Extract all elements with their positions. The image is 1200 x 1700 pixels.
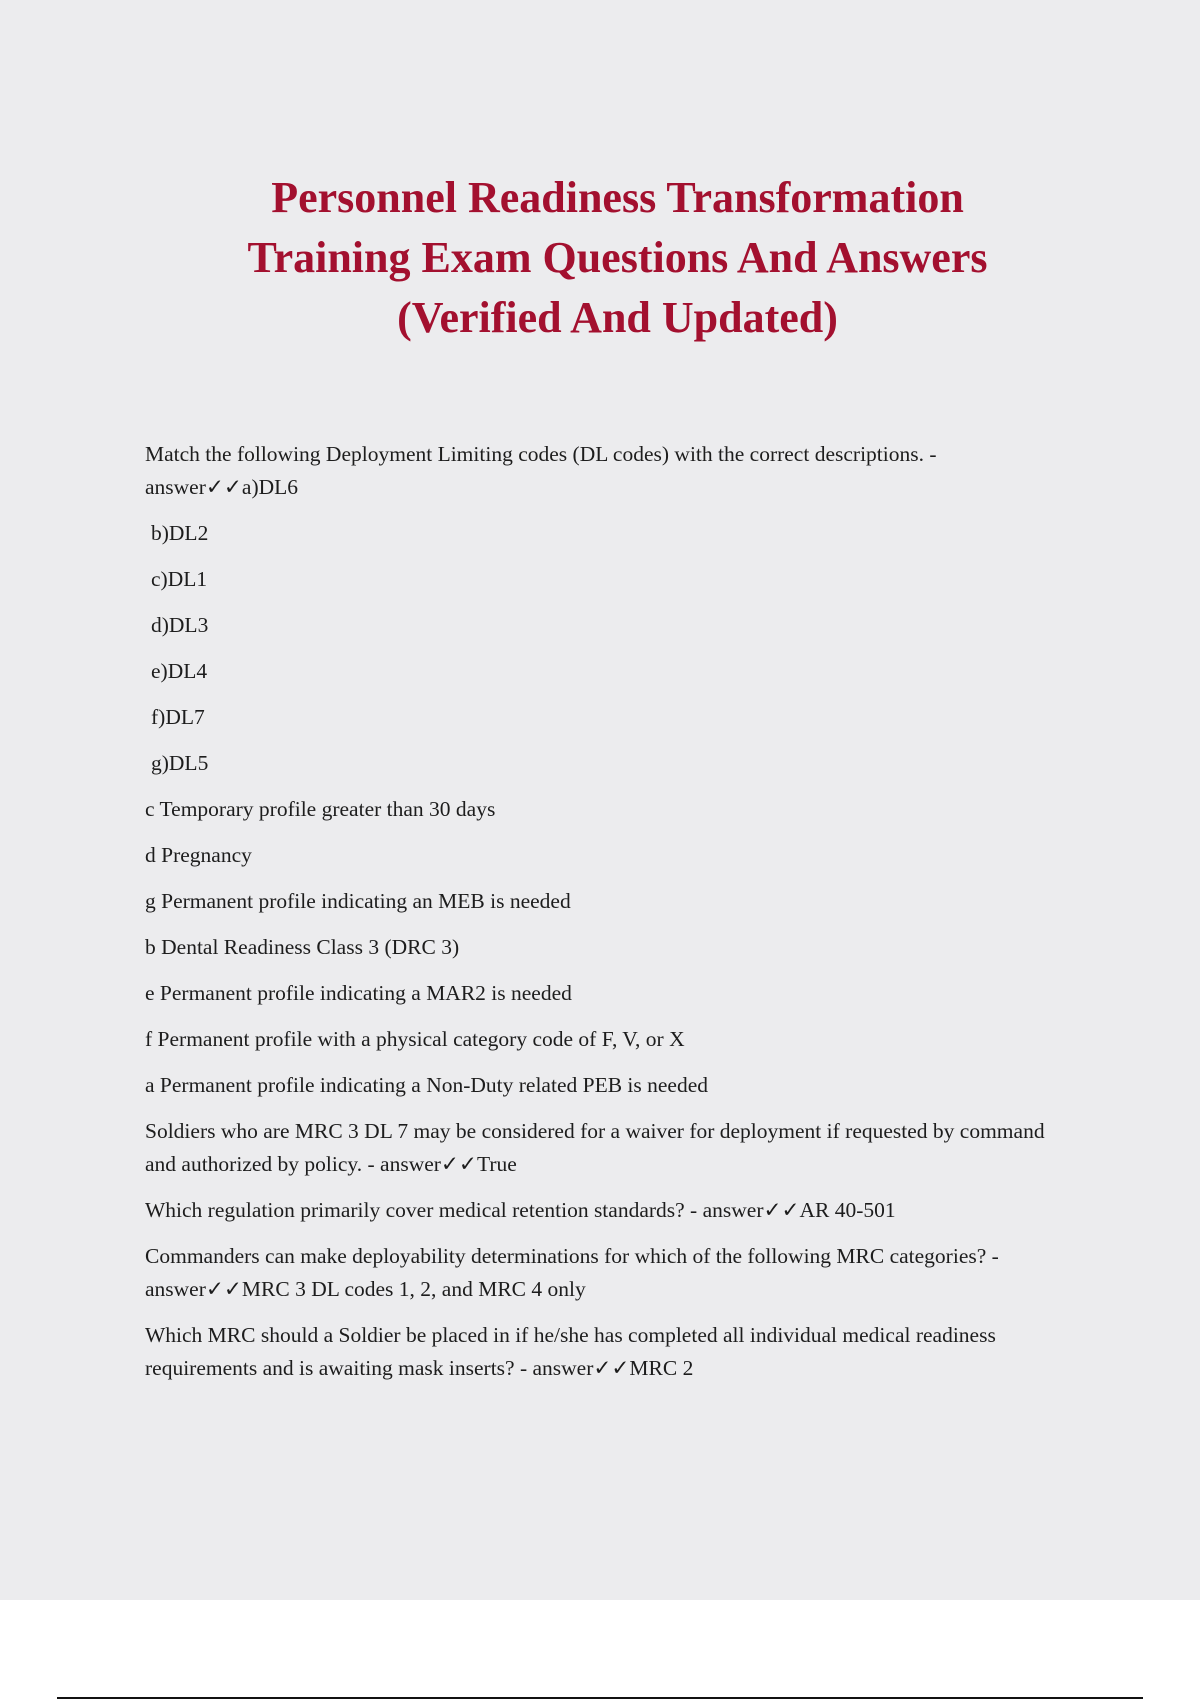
description-item: f Permanent profile with a physical category code of F, V, or X xyxy=(145,1027,685,1051)
description-item: b Dental Readiness Class 3 (DRC 3) xyxy=(145,935,460,959)
title-line: Training Exam Questions And Answers xyxy=(247,233,988,282)
description-item: a Permanent profile indicating a Non-Duty related PEB is needed xyxy=(145,1073,709,1097)
option-c: c)DL1 xyxy=(151,567,208,591)
document-body xyxy=(145,438,1075,1398)
description-item: d Pregnancy xyxy=(145,843,252,867)
option-e: e)DL4 xyxy=(151,659,208,683)
title-line: Personnel Readiness Transformation xyxy=(271,173,964,222)
question-answer: Which regulation primarily cover medical retention standards? - answer✓✓AR 40-501 xyxy=(145,1198,896,1222)
option-d: d)DL3 xyxy=(151,613,209,637)
page-divider xyxy=(57,1697,1143,1699)
question-answer: Soldiers who are MRC 3 DL 7 may be considered for a waiver for deployment if requested by command and authorized by policy. - answer✓✓True xyxy=(145,1119,1045,1176)
question-answer: Commanders can make deployability determinations for which of the following MRC categories? - answer✓✓MRC 3 DL codes 1, 2, and MRC 4 only xyxy=(145,1244,999,1301)
description-item: e Permanent profile indicating a MAR2 is needed xyxy=(145,981,572,1005)
question-answer: Which MRC should a Soldier be placed in if he/she has completed all individual medical readiness requirements and is awaiting mask inserts? - answer✓✓MRC 2 xyxy=(145,1323,996,1380)
description-item: g Permanent profile indicating an MEB is needed xyxy=(145,889,571,913)
option-g: g)DL5 xyxy=(151,751,209,775)
option-f: f)DL7 xyxy=(151,705,205,729)
question-dl-codes: Match the following Deployment Limiting codes (DL codes) with the correct descriptions. - answer✓✓a)DL6 xyxy=(145,442,937,499)
document-title xyxy=(150,168,1085,348)
title-line: (Verified And Updated) xyxy=(397,293,838,342)
description-item: c Temporary profile greater than 30 days xyxy=(145,797,496,821)
option-b: b)DL2 xyxy=(151,521,209,545)
